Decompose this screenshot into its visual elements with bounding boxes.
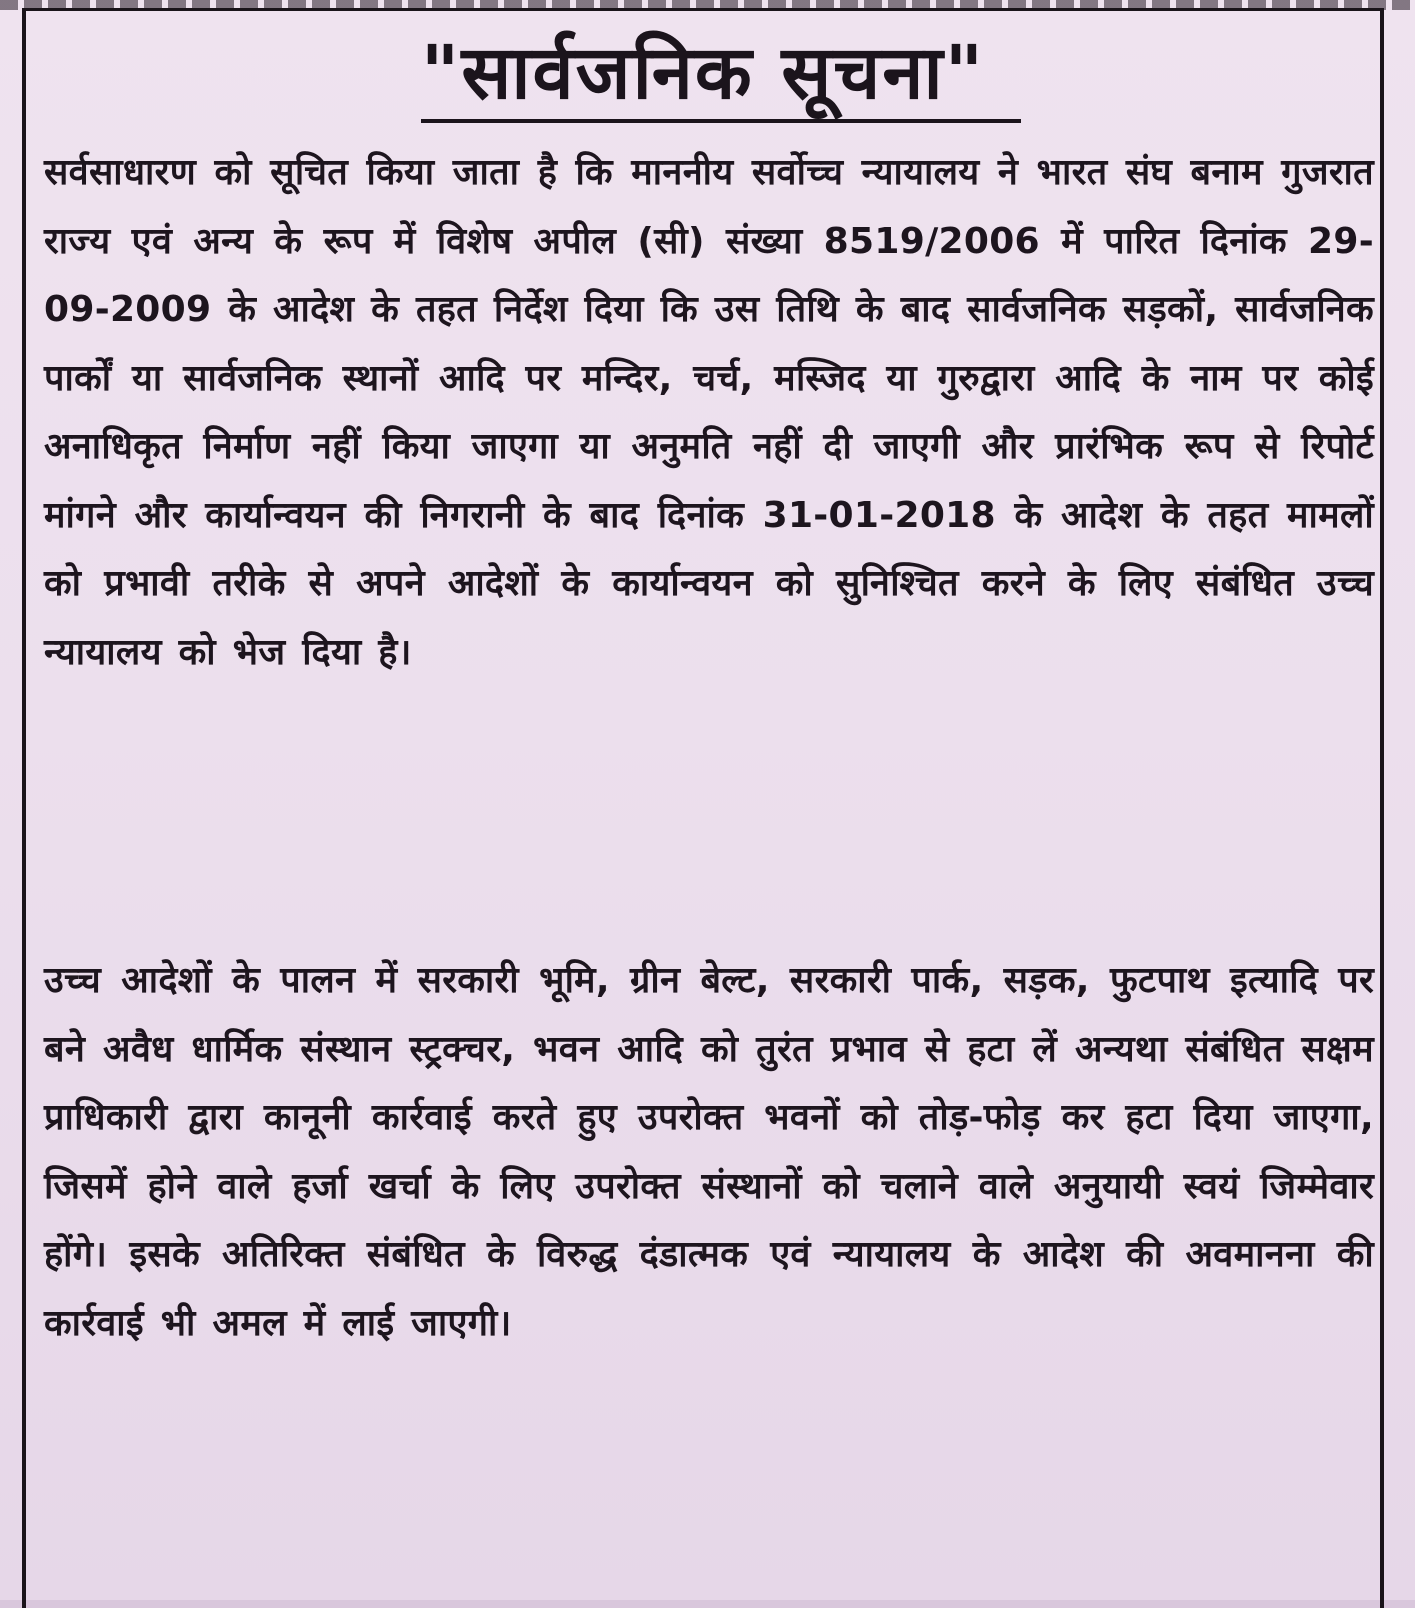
public-notice-box — [22, 8, 1384, 1608]
notice-paragraph-1: सर्वसाधारण को सूचित किया जाता है कि माननीय सर्वोच्च न्यायालय ने भारत संघ बनाम गुजरात राज्य एवं अन्य के रूप में विशेष अपील (सी) संख्या 8519/2006 में पारित दिनांक 29-09-2009 के आदेश के तहत निर्देश दिया कि उस तिथि के बाद सार्वजनिक सड़कों, सार्वजनिक पार्कों या सार्वजनिक स्थानों आदि पर मन्दिर, चर्च, मस्जिद या गुरुद्वारा आदि के नाम पर कोई अनाधिकृत निर्माण नहीं किया जाएगा या अनुमति नहीं दी जाएगी और प्रारंभिक रूप से रिपोर्ट मांगने और कार्यान्वयन की निगरानी के बाद दिनांक 31-01-2018 के आदेश के तहत मामलों को प्रभावी तरीके से अपने आदेशों के कार्यान्वयन को सुनिश्चित करने के लिए संबंधित उच्च न्यायालय को भेज दिया है। — [44, 152, 1374, 673]
notice-title: "सार्वजनिक सूचना" — [420, 30, 986, 116]
title-underline — [421, 119, 1021, 123]
notice-paragraph-2: उच्च आदेशों के पालन में सरकारी भूमि, ग्रीन बेल्ट, सरकारी पार्क, सड़क, फुटपाथ इत्यादि पर बने अवैध धार्मिक संस्थान स्ट्रक्चर, भवन आदि को तुरंत प्रभाव से हटा लें अन्यथा संबंधित सक्षम प्राधिकारी द्वारा कानूनी कार्रवाई करते हुए उपरोक्त भवनों को तोड़-फोड़ कर हटा दिया जाएगा, जिसमें होने वाले हर्जा खर्चा के लिए उपरोक्त संस्थानों को चलाने वाले अनुयायी स्वयं जिम्मेवार होंगे। इसके अतिरिक्त संबंधित के विरुद्ध दंडात्मक एवं न्यायालय के आदेश की अवमानना की कार्रवाई भी अमल में लाई जाएगी। — [44, 960, 1374, 1344]
